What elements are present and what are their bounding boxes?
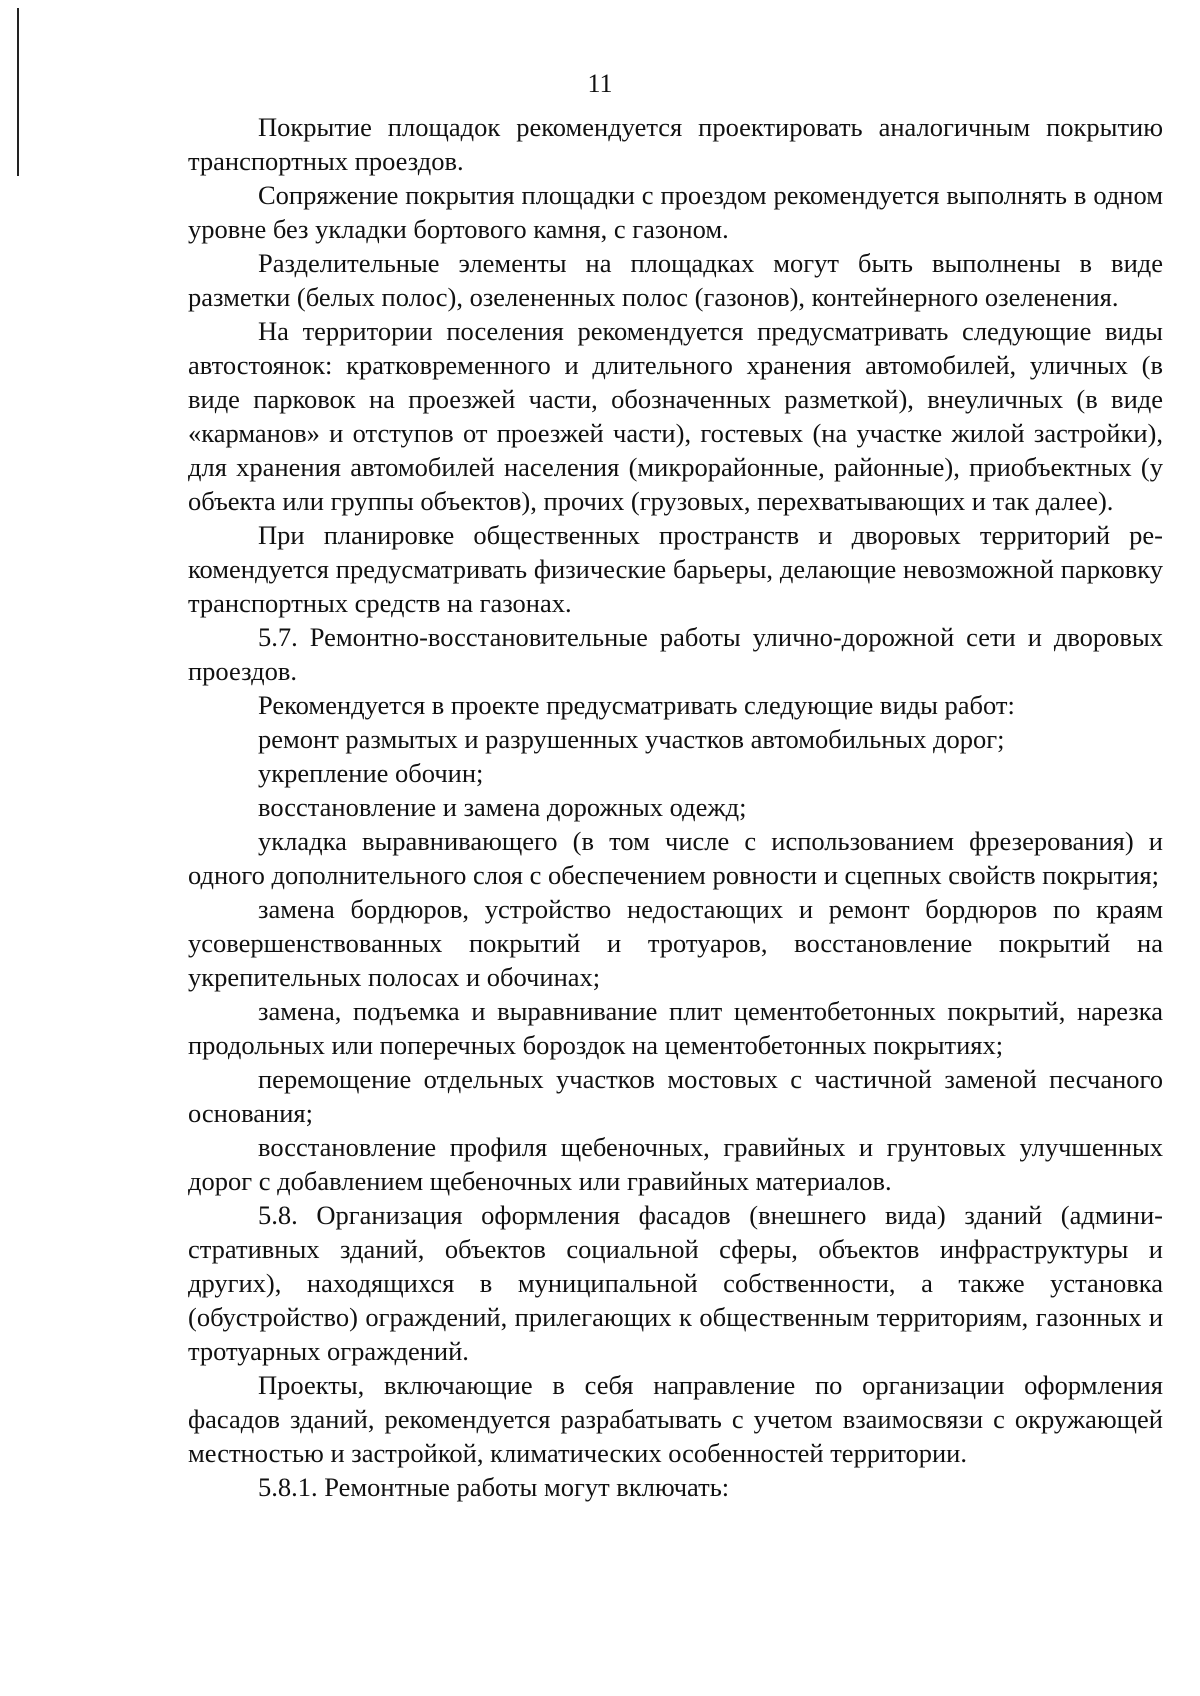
paragraph: На территории поселения рекомендуется предусматривать следующие виды автостоянок: кратковременного и длительного хранения автомобилей, уличных (в виде парковок на проезжей части, обозначенных разметкой), внеуличных (в виде «карманов» и отступов от проезжей части), гостевых (на участке жилой застройки), для хранения автомобилей населения (микрорайонные, районные), приобъектных (у объекта или группы объектов), прочих (грузовых, перехватывающих и так далее). (188, 316, 1163, 516)
section-heading-5-7: 5.7. Ремонтно-восстановительные работы улично-дорожной сети и дворовых проездов. (188, 622, 1163, 686)
section-heading-5-8: 5.8. Организация оформления фасадов (внешнего вида) зданий (административных зданий, объектов социальной сферы, объектов инфраструктуры и других), находящихся в муниципальной собственности, а также установка (обустройство) ограждений, прилегающих к общественным территориям, газонных и тротуарных ограждений. (188, 1200, 1163, 1366)
list-item: замена бордюров, устройство недостающих и ремонт бордюров по краям усовершенствованных покрытий и тротуаров, восстановление покрытий на укрепительных полосах и обочинах; (188, 894, 1163, 992)
list-item: ремонт размытых и разрушенных участков автомобильных дорог; (258, 724, 1005, 754)
paragraph: Разделительные элементы на площадках могут быть выполнены в виде разметки (белых полос), озелененных полос (газонов), контейнерного озеленения. (188, 248, 1163, 312)
paragraph: Проекты, включающие в себя направление по организации оформления фасадов зданий, рекомендуется разрабатывать с учетом взаимосвязи с окружающей местностью и застройкой, климатических особенностей территории. (188, 1370, 1163, 1468)
list-item: замена, подъемка и выравнивание плит цементобетонных покрытий, нарезка продольных или поперечных бороздок на цементобетонных покрытиях; (188, 996, 1163, 1060)
paragraph: Сопряжение покрытия площадки с проездом рекомендуется выполнять в одном уровне без укладки бортового камня, с газоном. (188, 180, 1163, 244)
section-heading-5-8-1: 5.8.1. Ремонтные работы могут включать: (258, 1472, 730, 1502)
paragraph: Рекомендуется в проекте предусматривать следующие виды работ: (258, 690, 1015, 720)
list-item: укладка выравнивающего (в том числе с использованием фрезерования) и одного дополнительного слоя с обеспечением ровности и сцепных свойств покрытия; (188, 826, 1163, 890)
list-item: восстановление и замена дорожных одежд; (258, 792, 747, 822)
list-item: укрепление обочин; (258, 758, 484, 788)
list-item: перемощение отдельных участков мостовых с частичной заменой песчаного основания; (188, 1064, 1163, 1128)
page-number: 11 (587, 69, 613, 98)
paragraph: При планировке общественных пространств и дворовых территорий рекомендуется предусматривать физические барьеры, делающие невозможной парковку транспортных средств на газонах. (188, 520, 1163, 618)
paragraph: Покрытие площадок рекомендуется проектировать аналогичным покрытию транспортных проездов. (188, 112, 1163, 176)
list-item: восстановление профиля щебеночных, гравийных и грунтовых улучшенных дорог с добавлением щебеночных или гравийных материалов. (188, 1132, 1163, 1196)
document-body (188, 110, 1163, 1504)
